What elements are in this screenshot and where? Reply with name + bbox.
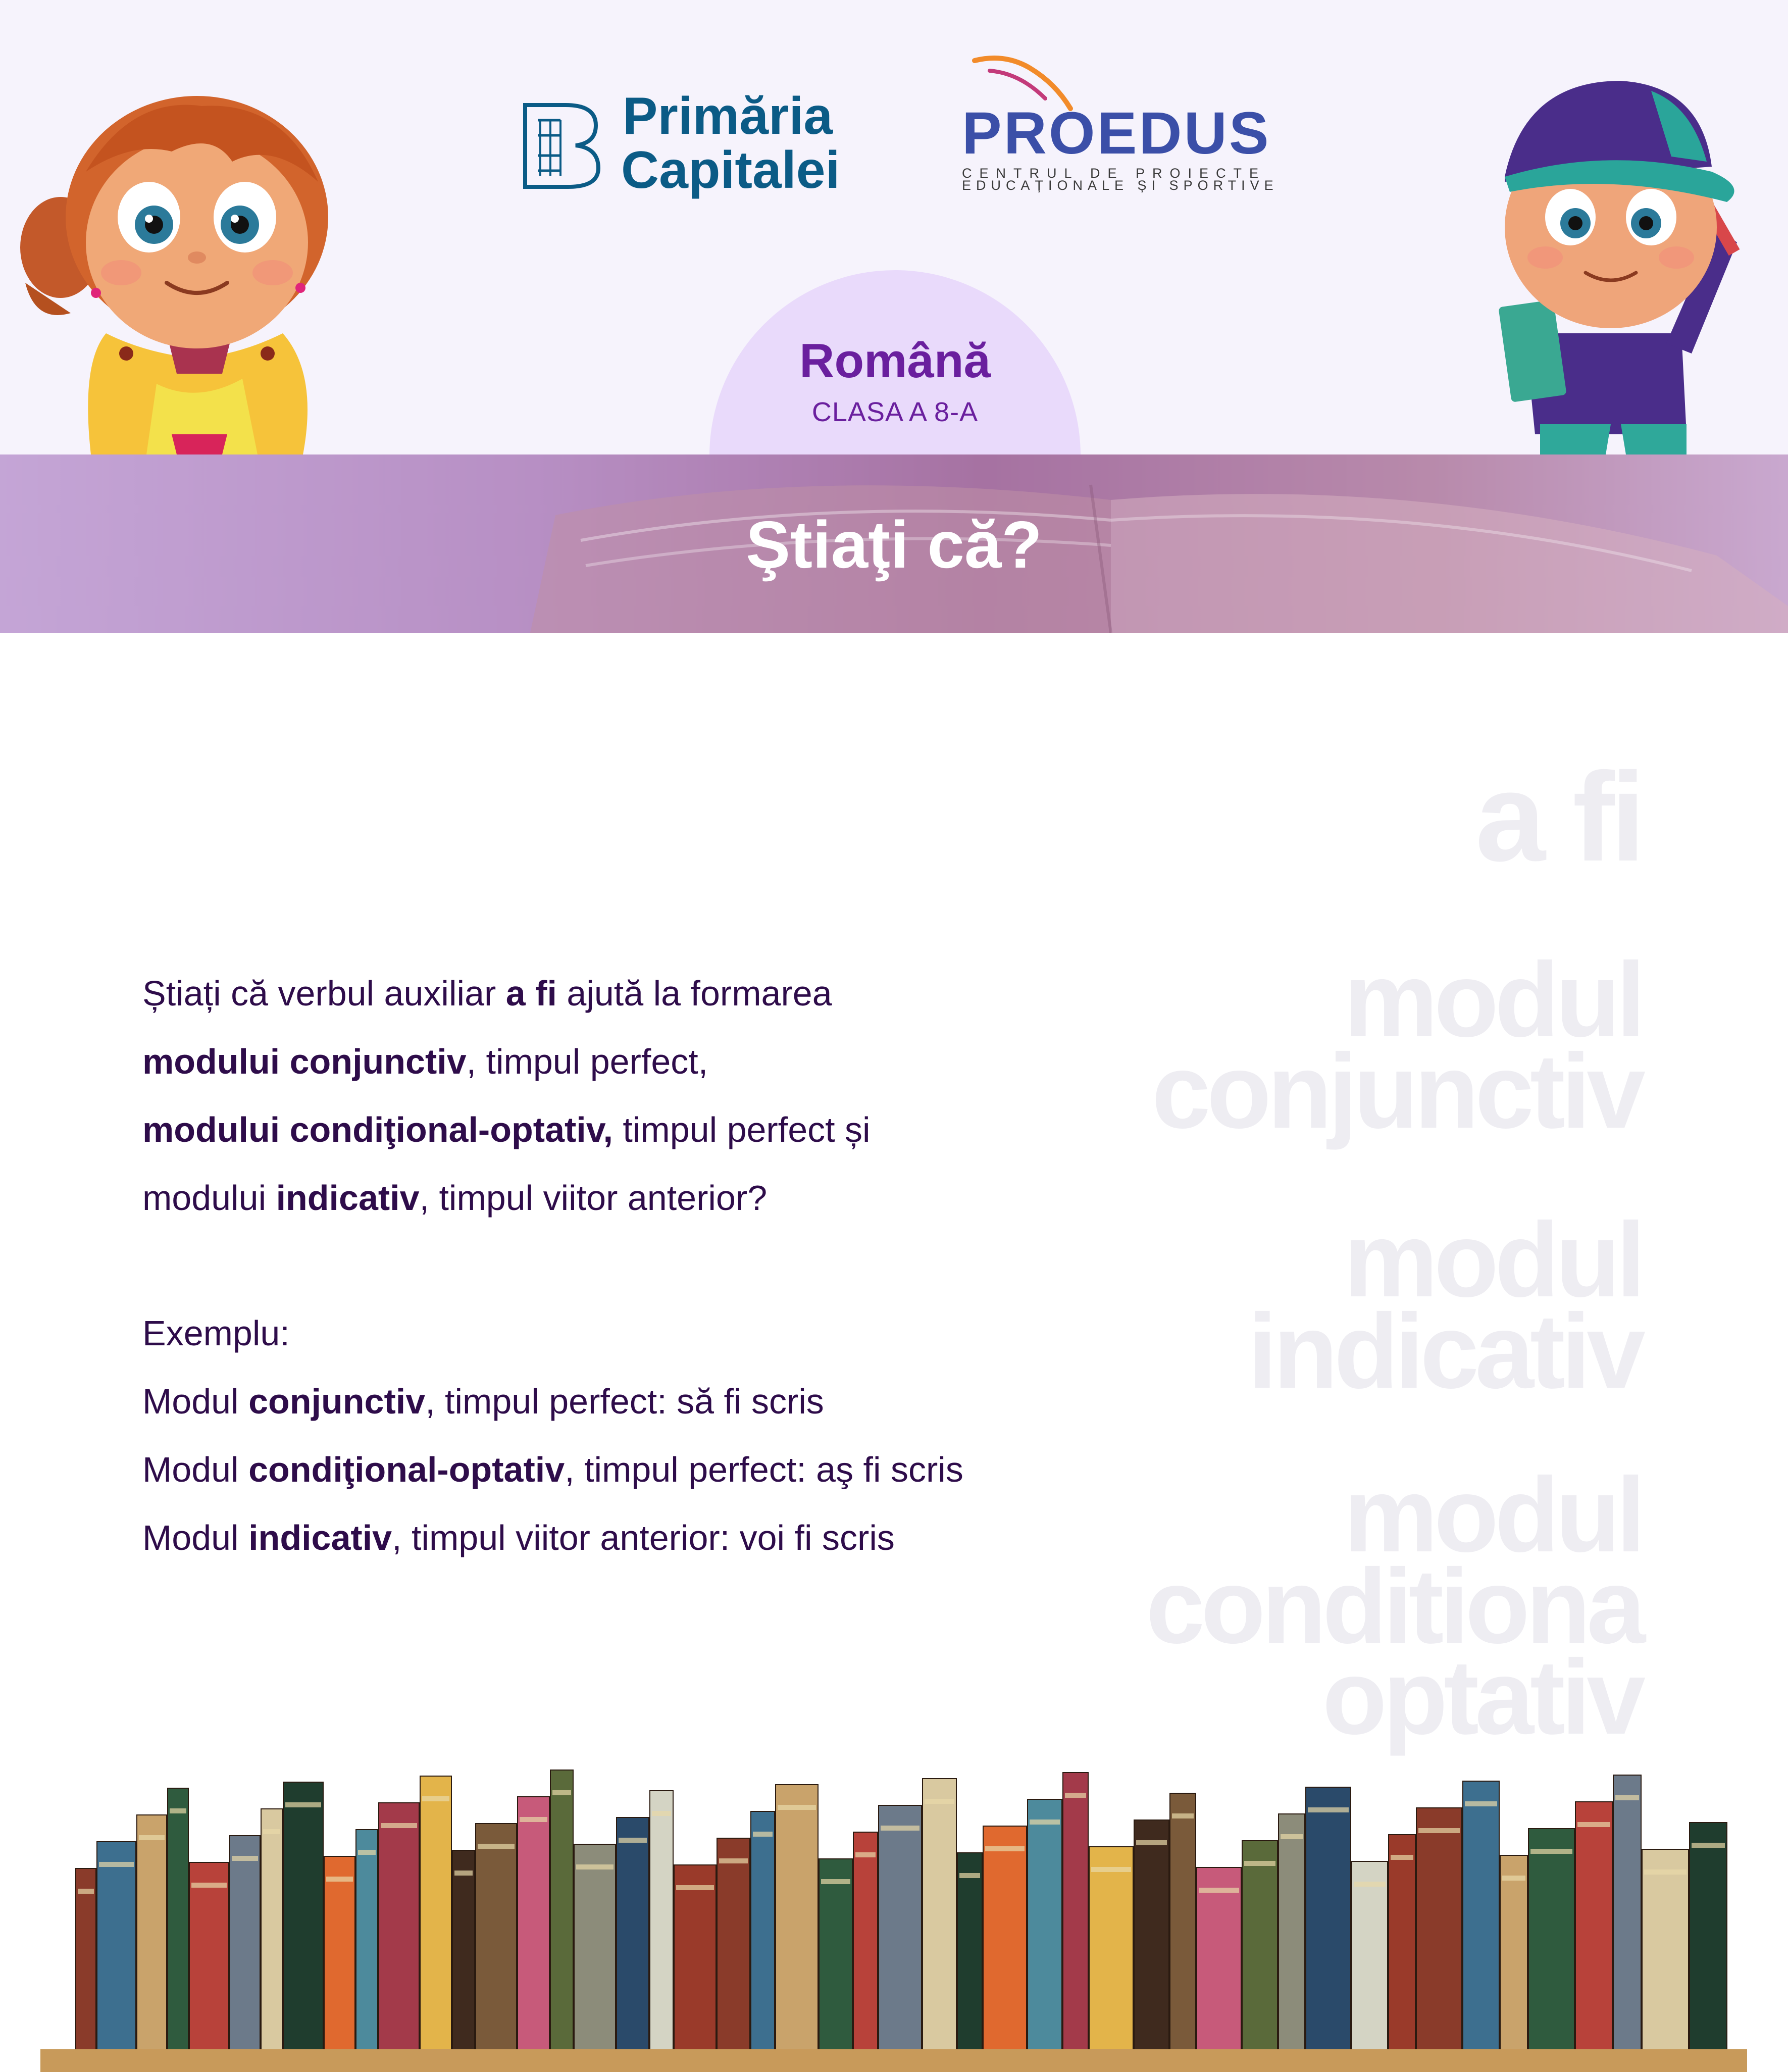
watermark-line: optativ xyxy=(1322,1638,1642,1757)
bold-term: modului condiţional-optativ, xyxy=(142,1110,613,1149)
watermark-line: conditiona xyxy=(1146,1546,1642,1665)
bold-term: modului conjunctiv xyxy=(142,1042,467,1081)
example-label: Exemplu: xyxy=(142,1313,290,1353)
book-spine xyxy=(1197,1867,1241,2050)
book-spine xyxy=(1463,1781,1499,2050)
wooden-shelf xyxy=(40,2049,1747,2072)
book-spine xyxy=(617,1817,649,2050)
proedus-tagline-line1: CENTRUL DE PROIECTE xyxy=(962,166,1266,181)
book-spine xyxy=(751,1811,775,2050)
watermark-line: modul xyxy=(1344,940,1642,1059)
text-span: , timpul perfect: aş fi scris xyxy=(565,1450,963,1489)
subject-title: Română xyxy=(799,334,991,388)
book-spine xyxy=(717,1838,750,2050)
book-spine xyxy=(1389,1835,1415,2050)
example-line-3 xyxy=(142,1520,895,1555)
book-spine-band xyxy=(1065,1793,1086,1798)
book-spine-band xyxy=(1692,1843,1725,1848)
book-spine-band xyxy=(1244,1861,1275,1866)
bold-term: a fi xyxy=(505,974,557,1013)
book-spine xyxy=(189,1862,229,2050)
book-spine-band xyxy=(191,1883,227,1888)
primaria-logo-text-line2: Capitalei xyxy=(621,141,840,199)
book-spine xyxy=(1528,1829,1574,2050)
proedus-tagline-line2: EDUCAȚIONALE ȘI SPORTIVE xyxy=(962,178,1279,193)
text-span: Modul xyxy=(142,1450,249,1489)
book-spine-band xyxy=(232,1856,258,1861)
book-spine xyxy=(379,1803,419,2050)
book-spine-band xyxy=(959,1873,980,1878)
book-spine xyxy=(518,1797,549,2050)
book-spine-band xyxy=(778,1805,816,1810)
text-span: , timpul viitor anterior? xyxy=(419,1178,768,1218)
book-spine-band xyxy=(170,1808,186,1813)
book-spine xyxy=(550,1770,573,2050)
book-spine-band xyxy=(1091,1867,1131,1872)
example-line-2 xyxy=(142,1452,963,1487)
book-spine xyxy=(776,1785,818,2050)
body-paragraph-line-1 xyxy=(142,976,832,1011)
book-spine xyxy=(1500,1855,1527,2050)
book-spine-band xyxy=(478,1844,515,1849)
text-span: Modul xyxy=(142,1518,249,1557)
text-span: , timpul perfect, xyxy=(466,1042,708,1081)
book-spine xyxy=(1134,1820,1169,2050)
page-header xyxy=(0,0,1788,454)
book-spine-band xyxy=(652,1811,671,1816)
book-spine xyxy=(1613,1775,1641,2050)
book-spine xyxy=(1306,1787,1351,2050)
banner-title: Ştiaţi că? xyxy=(746,508,1042,582)
book-spine-band xyxy=(1615,1795,1639,1800)
book-spine xyxy=(650,1791,673,2050)
subject-grade: CLASA A 8-A xyxy=(811,397,979,427)
book-spine xyxy=(356,1830,378,2050)
text-span: , timpul perfect: să fi scris xyxy=(425,1382,824,1421)
body-paragraph-line-4 xyxy=(142,1180,767,1216)
watermark-modul-conditional-optativ xyxy=(1146,1455,1642,1757)
book-spine xyxy=(853,1832,878,2050)
book-spine-band xyxy=(925,1799,954,1804)
book-spine xyxy=(230,1836,260,2050)
book-spine xyxy=(879,1805,922,2050)
book-spine-band xyxy=(263,1829,280,1834)
book-spine xyxy=(1575,1802,1612,2050)
book-spine xyxy=(923,1779,956,2050)
bold-term: condiţional-optativ xyxy=(248,1450,565,1489)
book-spine-band xyxy=(676,1885,714,1890)
book-spine-band xyxy=(1530,1849,1572,1854)
book-spine-band xyxy=(454,1871,473,1876)
book-spine-band xyxy=(985,1846,1025,1851)
book-spine-band xyxy=(1391,1855,1413,1860)
book-spine-band xyxy=(576,1864,614,1869)
book-spine xyxy=(476,1824,517,2050)
book-spine xyxy=(1242,1841,1278,2050)
book-spine-band xyxy=(1354,1882,1386,1887)
watermark-line: conjunctiv xyxy=(1151,1031,1642,1150)
book-spine xyxy=(957,1853,982,2050)
book-spine-band xyxy=(1577,1822,1610,1827)
book-spine-band xyxy=(520,1817,547,1822)
book-spine xyxy=(452,1850,475,2050)
book-spine xyxy=(76,1868,96,2050)
book-spine xyxy=(983,1826,1027,2050)
book-spine-band xyxy=(422,1796,449,1801)
book-spine-band xyxy=(139,1835,165,1840)
bold-term: indicativ xyxy=(248,1518,392,1557)
book-spine xyxy=(283,1782,323,2050)
primaria-capitalei-logo-icon xyxy=(520,100,601,191)
book-spine xyxy=(574,1844,616,2050)
book-spine xyxy=(674,1865,716,2050)
text-span: modului xyxy=(142,1178,276,1218)
body-paragraph-line-2 xyxy=(142,1044,708,1079)
book-spine-band xyxy=(381,1823,417,1828)
book-spine xyxy=(97,1842,136,2050)
text-span: Modul xyxy=(142,1382,249,1421)
bold-term: indicativ xyxy=(276,1178,420,1218)
book-spine-band xyxy=(1644,1869,1687,1875)
book-spine-band xyxy=(1030,1820,1060,1825)
book-spine xyxy=(261,1809,282,2050)
book-spine-band xyxy=(552,1790,571,1795)
watermark-line: indicativ xyxy=(1248,1291,1642,1410)
book-spine xyxy=(1690,1823,1727,2050)
book-spine xyxy=(324,1856,355,2050)
book-spine xyxy=(1352,1861,1388,2050)
book-spine-band xyxy=(619,1838,647,1843)
example-line-1 xyxy=(142,1384,824,1419)
book-spine xyxy=(1416,1808,1462,2050)
watermark-modul-indicativ xyxy=(1248,1200,1642,1410)
girl-mascot-illustration xyxy=(20,50,348,454)
watermark-line: modul xyxy=(1344,1200,1642,1319)
book-spine-band xyxy=(1465,1801,1497,1806)
book-spine-band xyxy=(753,1832,773,1837)
text-span: ajută la formarea xyxy=(556,974,832,1013)
book-spine-band xyxy=(1172,1813,1194,1818)
book-spine xyxy=(819,1859,852,2050)
text-span: timpul perfect și xyxy=(612,1110,871,1149)
book-spine-band xyxy=(1418,1828,1460,1833)
watermark-line: modul xyxy=(1344,1455,1642,1574)
book-spine xyxy=(1279,1814,1305,2050)
text-span: Știați că verbul auxiliar xyxy=(142,974,506,1013)
text-span: , timpul viitor anterior: voi fi scris xyxy=(392,1518,895,1557)
watermark-a-fi: a fi xyxy=(1475,746,1642,887)
watermark-modul-conjunctiv xyxy=(1151,940,1642,1150)
book-spine-band xyxy=(326,1877,353,1882)
book-spine-band xyxy=(1199,1888,1239,1893)
proedus-logo-text: PROEDUS xyxy=(962,100,1271,167)
book-spine-band xyxy=(1502,1876,1525,1881)
book-spine-band xyxy=(821,1879,850,1884)
book-spine xyxy=(168,1788,188,2050)
book-spine-band xyxy=(719,1858,748,1863)
book-spine xyxy=(1642,1849,1689,2050)
book-spine-band xyxy=(285,1802,321,1807)
book-spine-band xyxy=(99,1862,134,1867)
book-spine xyxy=(1028,1799,1062,2050)
book-spine xyxy=(137,1815,167,2050)
book-spine-band xyxy=(855,1852,876,1857)
boy-mascot-illustration xyxy=(1474,50,1757,454)
book-spine-band xyxy=(358,1850,376,1855)
bookshelf-illustration xyxy=(0,1767,1788,2072)
book-spine xyxy=(1089,1847,1133,2050)
primaria-logo-text-line1: Primăria xyxy=(623,87,833,145)
book-spine-band xyxy=(1136,1840,1167,1845)
bold-term: conjunctiv xyxy=(248,1382,426,1421)
book-spine-band xyxy=(1281,1834,1303,1839)
book-spine xyxy=(1063,1773,1088,2050)
book-spine xyxy=(420,1776,451,2050)
book-spine-band xyxy=(78,1889,94,1894)
body-paragraph-line-3 xyxy=(142,1112,871,1147)
book-spine-band xyxy=(881,1826,919,1831)
book-spine-band xyxy=(1308,1807,1349,1812)
book-spine xyxy=(1170,1793,1196,2050)
